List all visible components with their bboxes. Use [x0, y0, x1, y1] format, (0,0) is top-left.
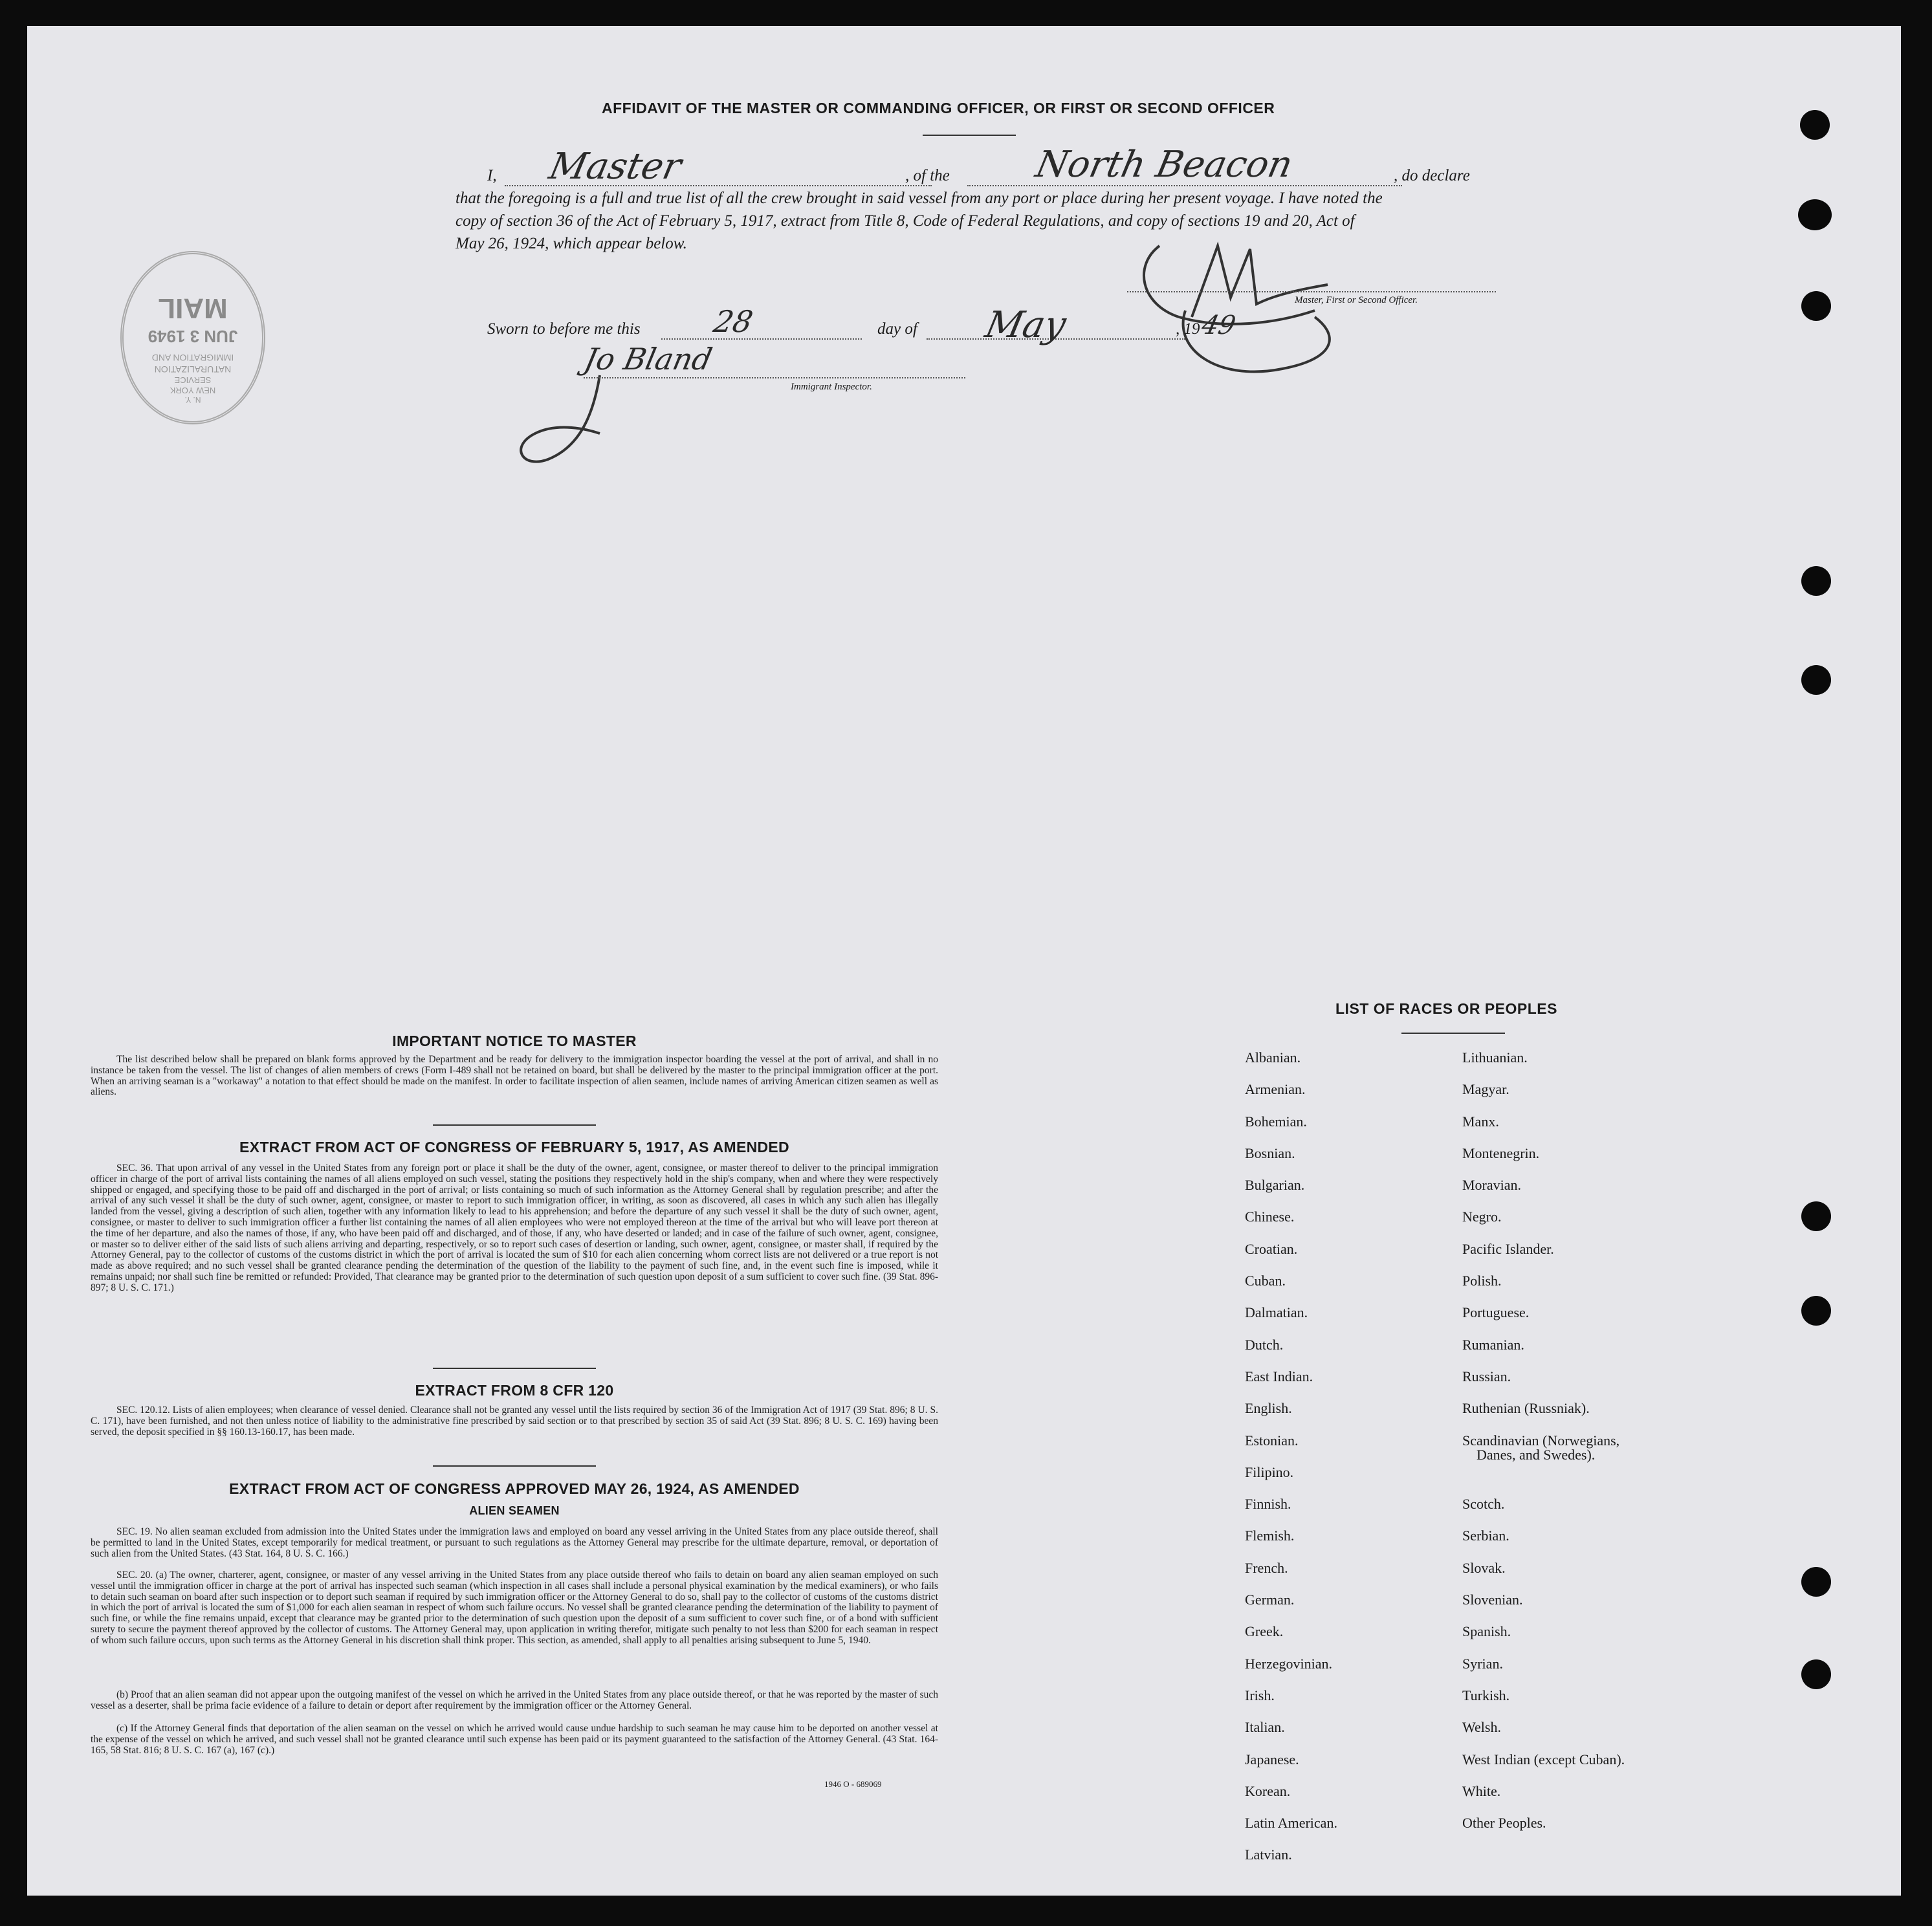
race-item: Flemish. [1245, 1527, 1295, 1544]
race-item: Danes, and Swedes). [1476, 1447, 1596, 1463]
race-item: Bohemian. [1245, 1113, 1307, 1130]
punch-hole [1801, 566, 1831, 596]
punch-hole [1801, 1659, 1831, 1689]
section-rule [433, 1124, 596, 1126]
race-item: Ruthenian (Russniak). [1462, 1400, 1590, 1417]
race-item: Finnish. [1245, 1496, 1291, 1513]
race-item: Syrian. [1462, 1655, 1503, 1672]
extract-1924-title: EXTRACT FROM ACT OF CONGRESS APPROVED MAY 26, 1924, AS AMENDED [229, 1480, 800, 1497]
inspector-signature-flourish [509, 362, 626, 472]
extract-1924-sec20a: SEC. 20. (a) The owner, charterer, agent, consignee, or master of any vessel arriving in the United States from any place outside thereof who fails to detain on board any alien seaman employed on such vessel until the immigration officer in charge at the port of arrival has inspected such seaman (which inspection in all cases shall include a personal physical examination by the medical examiners), or who fails to detain such seaman on board after such inspection or to deport such seaman if required by such immigration officer or the Attorney General to do so, shall pay to the collector of customs of the customs district in which the port of arrival is located the sum of $1,000 for each alien seaman in respect of whom such failure occurs. No vessel shall be granted clearance pending the determination of the liability to payment of such fine, or while the fine remains unpaid, except that clearance may be granted prior to the determination of such question upon the deposit of a sum sufficient to cover such fine, or of a bond with sufficient surety to secure the payment thereof approved by the collector of customs. The Attorney General may, upon application in writing therefor, mitigate such penalty to not less than $200 for each seaman in respect of whom such failure occurs, upon such terms as the Attorney General in his discretion shall think proper. This section, as amended, shall apply to all penalties arising subsequent to June 5, 1940. [91, 1570, 938, 1646]
affidavit-body-line-2: copy of section 36 of the Act of February 5, 1917, extract from Title 8, Code of Federal Regulations, and copy of sections 19 and 20, Act of [456, 212, 1355, 230]
race-item: Slovenian. [1462, 1592, 1523, 1608]
race-item: Scandinavian (Norwegians, [1462, 1432, 1620, 1449]
section-rule [433, 1465, 596, 1467]
extract-cfr-title: EXTRACT FROM 8 CFR 120 [415, 1382, 614, 1399]
race-item: Portuguese. [1462, 1304, 1530, 1321]
document-page [27, 26, 1901, 1896]
races-left-column [1245, 1049, 1337, 1879]
notice-body: The list described below shall be prepared on blank forms approved by the Department and be ready for delivery to the immigration inspector boarding the vessel at the port of arrival, and shall in no instance be taken from the vessel. The list of changes of alien members of crews (Form I-489 shall not be retained on board, but shall be delivered by the master to the principal immigration officer at the port. When an arriving seaman is a "workaway" a notation to that effect should be made on the manifest. In order to facilitate inspection of alien seamen, include names of arriving American citizen seamen as well as aliens. [91, 1054, 938, 1098]
year-handwritten: 49 [1199, 311, 1238, 340]
extract-1917-body: SEC. 36. That upon arrival of any vessel in the United States from any foreign port or place it shall be the duty of the owner, agent, consignee, or master thereof to deliver to the principal immigration officer in charge of the port of arrival lists containing the names of all aliens employed on such vessel, stating the positions they respectively hold in the ship's company, when and where they were respectively shipped or engaged, and specifying those to be paid off and discharged in the port of arrival; or lists containing so much of such information as the Attorney General shall by regulation prescribe; and after the arrival of any such vessel it shall be the duty of such owner, agent, consignee, or master to report to such immigration officer, in writing, as soon as discovered, all cases in which any such alien has illegally landed from the vessel, giving a description of such alien, together with any information likely to lead to his apprehension; and before the departure of any such vessel it shall be the duty of such owner, agent, consignee, or master to deliver to such immigration officer a further list containing the names of all alien employees who were not employed thereon at the time of the arrival but who will leave port thereon at the time of her departure, and also the names of those, if any, who have been paid off and discharged, and of those, if any, who have deserted or landed; and in case of the failure of such owner, agent, consignee, or master so to deliver either of the said lists of such aliens arriving and departing, respectively, or so to report such cases of desertion or landing, such owner, agent, consignee, or master shall, if required by the Attorney General, pay to the collector of customs of the customs district in which the port of arrival is located the sum of $10 for each alien concerning whom correct lists are not delivered or a true report is not made as above required; and no such vessel shall be granted clearance pending the determination of the question of the liability to the payment of such fine, and, in the event such fine is imposed, while it remains unpaid; nor shall such fine be remitted or refunded: Provided, That clearance may be granted prior to the determination of such question upon deposit of a sum sufficient to cover such fine. (39 Stat. 896-897; 8 U. S. C. 171.) [91, 1163, 938, 1293]
race-item: Magyar. [1462, 1081, 1509, 1098]
punch-hole [1801, 291, 1831, 321]
vessel-handwritten: North Beacon [1032, 144, 1297, 186]
race-item: Albanian. [1245, 1049, 1301, 1066]
race-item: Dalmatian. [1245, 1304, 1308, 1321]
notice-title: IMPORTANT NOTICE TO MASTER [392, 1033, 637, 1049]
race-item: Italian. [1245, 1719, 1285, 1736]
print-code: 1946 O - 689069 [824, 1779, 882, 1789]
race-item: Herzegovinian. [1245, 1655, 1332, 1672]
affidavit-body-line-3: May 26, 1924, which appear below. [456, 235, 687, 252]
affidavit-title: AFFIDAVIT OF THE MASTER OR COMMANDING OFFICER, OR FIRST OR SECOND OFFICER [602, 100, 1275, 116]
race-item: Korean. [1245, 1782, 1291, 1799]
immigration-received-stamp: MAIL JUN 3 1949 IMMIGRATION AND NATURALIZATION SERVICE NEW YORK N. Y. [120, 251, 265, 424]
race-item: West Indian (except Cuban). [1462, 1751, 1625, 1767]
race-item: East Indian. [1245, 1368, 1313, 1384]
races-scandinavian-continuation [1476, 1447, 1595, 1478]
section-rule [433, 1368, 596, 1369]
race-item: Greek. [1245, 1623, 1284, 1640]
race-item: Latin American. [1245, 1815, 1337, 1832]
month-handwritten: May [982, 304, 1070, 346]
race-item: Serbian. [1462, 1527, 1509, 1544]
race-item: Slovak. [1462, 1559, 1506, 1576]
race-item: French. [1245, 1559, 1288, 1576]
race-item: Spanish. [1462, 1623, 1511, 1640]
day-of-label: day of [877, 320, 917, 338]
race-item: Chinese. [1245, 1209, 1295, 1225]
year-prefix: , 19 [1176, 320, 1200, 338]
race-item: Latvian. [1245, 1846, 1292, 1863]
race-item: Irish. [1245, 1687, 1275, 1703]
race-item: Cuban. [1245, 1273, 1286, 1289]
extract-1924-sec20c: (c) If the Attorney General finds that deportation of the alien seaman on the vessel on which he arrived would cause undue hardship to such seaman he may cause him to be deported on another vessel at the expense of the vessel on which he arrived, and such vessel shall not be granted clearance until such expense has been paid or its payment guaranteed to the satisfaction of the Attorney General. (43 Stat. 164-165, 58 Stat. 816; 8 U. S. C. 167 (a), 167 (c).) [91, 1723, 938, 1756]
race-item: Welsh. [1462, 1719, 1501, 1736]
race-item: Filipino. [1245, 1463, 1294, 1480]
race-item: Russian. [1462, 1368, 1511, 1384]
race-item: White. [1462, 1782, 1501, 1799]
sworn-label: Sworn to before me this [487, 320, 641, 338]
races-title: LIST OF RACES OR PEOPLES [1335, 1000, 1557, 1017]
race-item: Negro. [1462, 1209, 1502, 1225]
punch-hole [1801, 1201, 1831, 1231]
punch-hole [1798, 199, 1832, 230]
race-item: Croatian. [1245, 1240, 1298, 1257]
day-fill-line [661, 338, 862, 340]
inspector-caption: Immigrant Inspector. [791, 382, 872, 392]
race-item: Moravian. [1462, 1177, 1522, 1194]
race-item: Bulgarian. [1245, 1177, 1305, 1194]
race-item: English. [1245, 1400, 1292, 1417]
affidavit-body-line-1: that the foregoing is a full and true list of all the crew brought in said vessel from any port or place during her present voyage. I have noted the [456, 190, 1383, 207]
inspector-signature-line [584, 377, 965, 378]
punch-hole [1800, 110, 1830, 140]
extract-1924-subtitle: ALIEN SEAMEN [469, 1504, 560, 1517]
race-item: Polish. [1462, 1273, 1502, 1289]
race-item: Dutch. [1245, 1336, 1284, 1353]
punch-hole [1801, 1296, 1831, 1326]
affidavit-i-label: I, [487, 167, 497, 184]
master-signature-line [1127, 291, 1496, 292]
race-item: Scotch. [1462, 1496, 1505, 1513]
officer-handwritten: Master [545, 146, 685, 188]
of-the-label: , of the [905, 167, 950, 184]
master-signature-caption: Master, First or Second Officer. [1295, 295, 1418, 305]
punch-hole [1801, 1567, 1831, 1597]
race-item: Estonian. [1245, 1432, 1299, 1449]
races-rule [1401, 1033, 1505, 1034]
race-item: Rumanian. [1462, 1336, 1524, 1353]
declare-label: , do declare [1394, 167, 1470, 184]
extract-1924-sec20b: (b) Proof that an alien seaman did not appear upon the outgoing manifest of the vessel on which he arrived in the United States from any place outside thereof, or that he was reported by the master of such vessel as a deserter, shall be prima facie evidence of a failure to detain or deport after requirement by the immigration officer or the Attorney General. [91, 1689, 938, 1711]
race-item: Lithuanian. [1462, 1049, 1528, 1066]
race-item: Armenian. [1245, 1081, 1306, 1098]
race-item: Turkish. [1462, 1687, 1510, 1703]
race-item: Bosnian. [1245, 1144, 1295, 1161]
race-item: Japanese. [1245, 1751, 1299, 1767]
title-rule [923, 135, 1016, 136]
extract-cfr-body: SEC. 120.12. Lists of alien employees; when clearance of vessel denied. Clearance shall not be granted any vessel until the lists required by section 36 of the Immigration Act of 1917 (39 Stat. 896; 8 U. S. C. 171), have been furnished, and not then unless notice of liability to the administrative fine prescribed by said section or to that prescribed by section 35 of said Act (39 Stat. 896; 8 U. S. C. 169) having been served, the deposit specified in §§ 160.13-160.17, has been made. [91, 1405, 938, 1438]
race-item: German. [1245, 1592, 1295, 1608]
race-item: Montenegrin. [1462, 1144, 1540, 1161]
inspector-signature: Jo Bland [581, 342, 716, 377]
race-item: Manx. [1462, 1113, 1499, 1130]
punch-hole [1801, 665, 1831, 695]
race-item: Pacific Islander. [1462, 1240, 1554, 1257]
day-handwritten: 28 [710, 304, 756, 339]
extract-1917-title: EXTRACT FROM ACT OF CONGRESS OF FEBRUARY 5, 1917, AS AMENDED [239, 1139, 789, 1155]
race-item: Other Peoples. [1462, 1815, 1546, 1832]
extract-1924-sec19: SEC. 19. No alien seaman excluded from admission into the United States under the immigration laws and employed on board any vessel arriving in the United States from any place outside thereof, shall be permitted to land in the United States, except temporarily for medical treatment, or pursuant to such regulations as the Attorney General may prescribe for the ultimate departure, removal, or deportation of such alien from the United States. (43 Stat. 164, 8 U. S. C. 166.) [91, 1526, 938, 1559]
